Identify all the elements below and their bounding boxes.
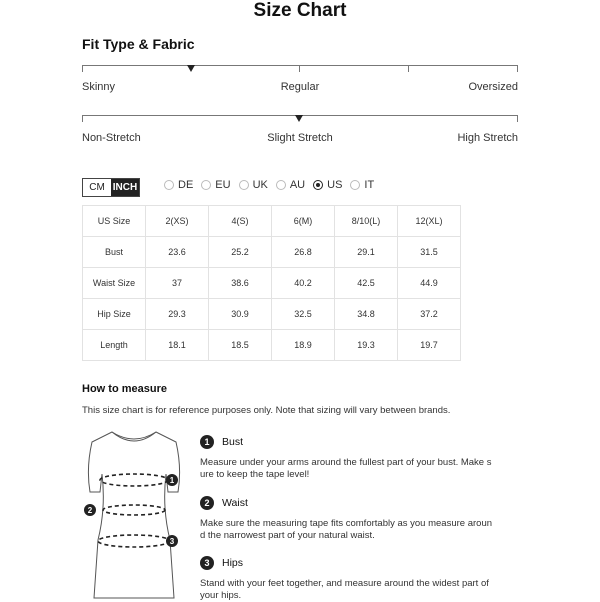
size-table (82, 205, 461, 361)
table-row-label: Waist Size (83, 268, 146, 299)
table-cell: 19.3 (335, 330, 398, 361)
fit-scale-tick (517, 65, 518, 72)
fabric-scale-marker (295, 115, 303, 122)
how-to-measure-title: How to measure (82, 383, 167, 395)
table-row-label: Bust (83, 237, 146, 268)
table-header-cell: 2(XS) (146, 206, 209, 237)
waist-measure-line (103, 505, 165, 515)
table-cell: 37.2 (398, 299, 461, 330)
radio-selected-icon (313, 180, 323, 190)
region-selector (164, 179, 374, 191)
step-number-badge: 2 (200, 496, 214, 510)
radio-icon (276, 180, 286, 190)
table-cell: 29.1 (335, 237, 398, 268)
table-cell: 31.5 (398, 237, 461, 268)
measure-step-hips (200, 556, 500, 602)
table-header-cell: 4(S) (209, 206, 272, 237)
table-cell: 18.9 (272, 330, 335, 361)
region-option-eu[interactable]: EU (201, 179, 230, 191)
step-number-badge: 3 (200, 556, 214, 570)
table-row-label: Hip Size (83, 299, 146, 330)
fabric-scale-tick (82, 115, 83, 122)
table-header-row (83, 206, 461, 237)
region-option-uk[interactable]: UK (239, 179, 268, 191)
fit-section-title: Fit Type & Fabric (82, 36, 195, 52)
region-option-de[interactable]: DE (164, 179, 193, 191)
step-title: Bust (222, 436, 244, 448)
step-description: Stand with your feet together, and measure around the widest part of your hips. (200, 578, 489, 601)
table-cell: 25.2 (209, 237, 272, 268)
figure-marker-3: 3 (169, 537, 175, 546)
table-cell: 30.9 (209, 299, 272, 330)
measure-step-bust (200, 435, 500, 481)
table-cell: 18.1 (146, 330, 209, 361)
table-row (83, 330, 461, 361)
table-cell: 44.9 (398, 268, 461, 299)
step-description: Make sure the measuring tape fits comfortably as you measure aroun d the narrowest part of your natural waist. (200, 518, 493, 541)
table-header-cell: 6(M) (272, 206, 335, 237)
unit-cm-button[interactable]: CM (89, 182, 105, 193)
unit-toggle (82, 178, 140, 197)
figure-marker-2: 2 (87, 506, 93, 515)
table-row-label: Length (83, 330, 146, 361)
region-option-us[interactable]: US (313, 179, 342, 191)
step-description: Measure under your arms around the fullest part of your bust. Make s ure to keep the tape level! (200, 457, 492, 480)
figure-marker-1: 1 (169, 476, 175, 485)
table-row (83, 237, 461, 268)
table-header-cell: 12(XL) (398, 206, 461, 237)
fit-label-oversized: Oversized (468, 81, 518, 93)
measure-step-waist (200, 496, 500, 542)
table-cell: 37 (146, 268, 209, 299)
table-row (83, 299, 461, 330)
fabric-label-non-stretch: Non-Stretch (82, 132, 141, 144)
radio-icon (239, 180, 249, 190)
fit-scale-tick (299, 65, 300, 72)
table-cell: 40.2 (272, 268, 335, 299)
fit-scale-tick (82, 65, 83, 72)
table-cell: 19.7 (398, 330, 461, 361)
fit-scale-track (82, 65, 518, 66)
bust-measure-line (100, 474, 168, 486)
step-title: Waist (222, 497, 248, 509)
table-cell: 38.6 (209, 268, 272, 299)
fabric-label-slight-stretch: Slight Stretch (267, 132, 333, 144)
table-cell: 34.8 (335, 299, 398, 330)
step-title: Hips (222, 557, 244, 569)
radio-icon (164, 180, 174, 190)
fabric-scale-tick (517, 115, 518, 122)
dress-measurement-figure (78, 428, 190, 600)
region-option-au[interactable]: AU (276, 179, 305, 191)
table-row (83, 268, 461, 299)
table-cell: 23.6 (146, 237, 209, 268)
table-cell: 29.3 (146, 299, 209, 330)
unit-inch-button[interactable]: INCH (111, 179, 139, 196)
fit-label-skinny: Skinny (82, 81, 116, 93)
hip-measure-line (98, 535, 170, 547)
table-header-cell: US Size (83, 206, 146, 237)
table-cell: 26.8 (272, 237, 335, 268)
fit-scale-tick (408, 65, 409, 72)
table-header-cell: 8/10(L) (335, 206, 398, 237)
table-cell: 42.5 (335, 268, 398, 299)
step-number-badge: 1 (200, 435, 214, 449)
radio-icon (350, 180, 360, 190)
how-to-measure-note: This size chart is for reference purposes only. Note that sizing will vary between brands. (82, 405, 451, 416)
fabric-label-high-stretch: High Stretch (457, 132, 518, 144)
table-cell: 18.5 (209, 330, 272, 361)
fit-label-regular: Regular (280, 81, 320, 93)
page-title: Size Chart (253, 0, 347, 21)
region-option-it[interactable]: IT (350, 179, 374, 191)
radio-icon (201, 180, 211, 190)
fit-scale-marker (187, 65, 195, 72)
table-cell: 32.5 (272, 299, 335, 330)
